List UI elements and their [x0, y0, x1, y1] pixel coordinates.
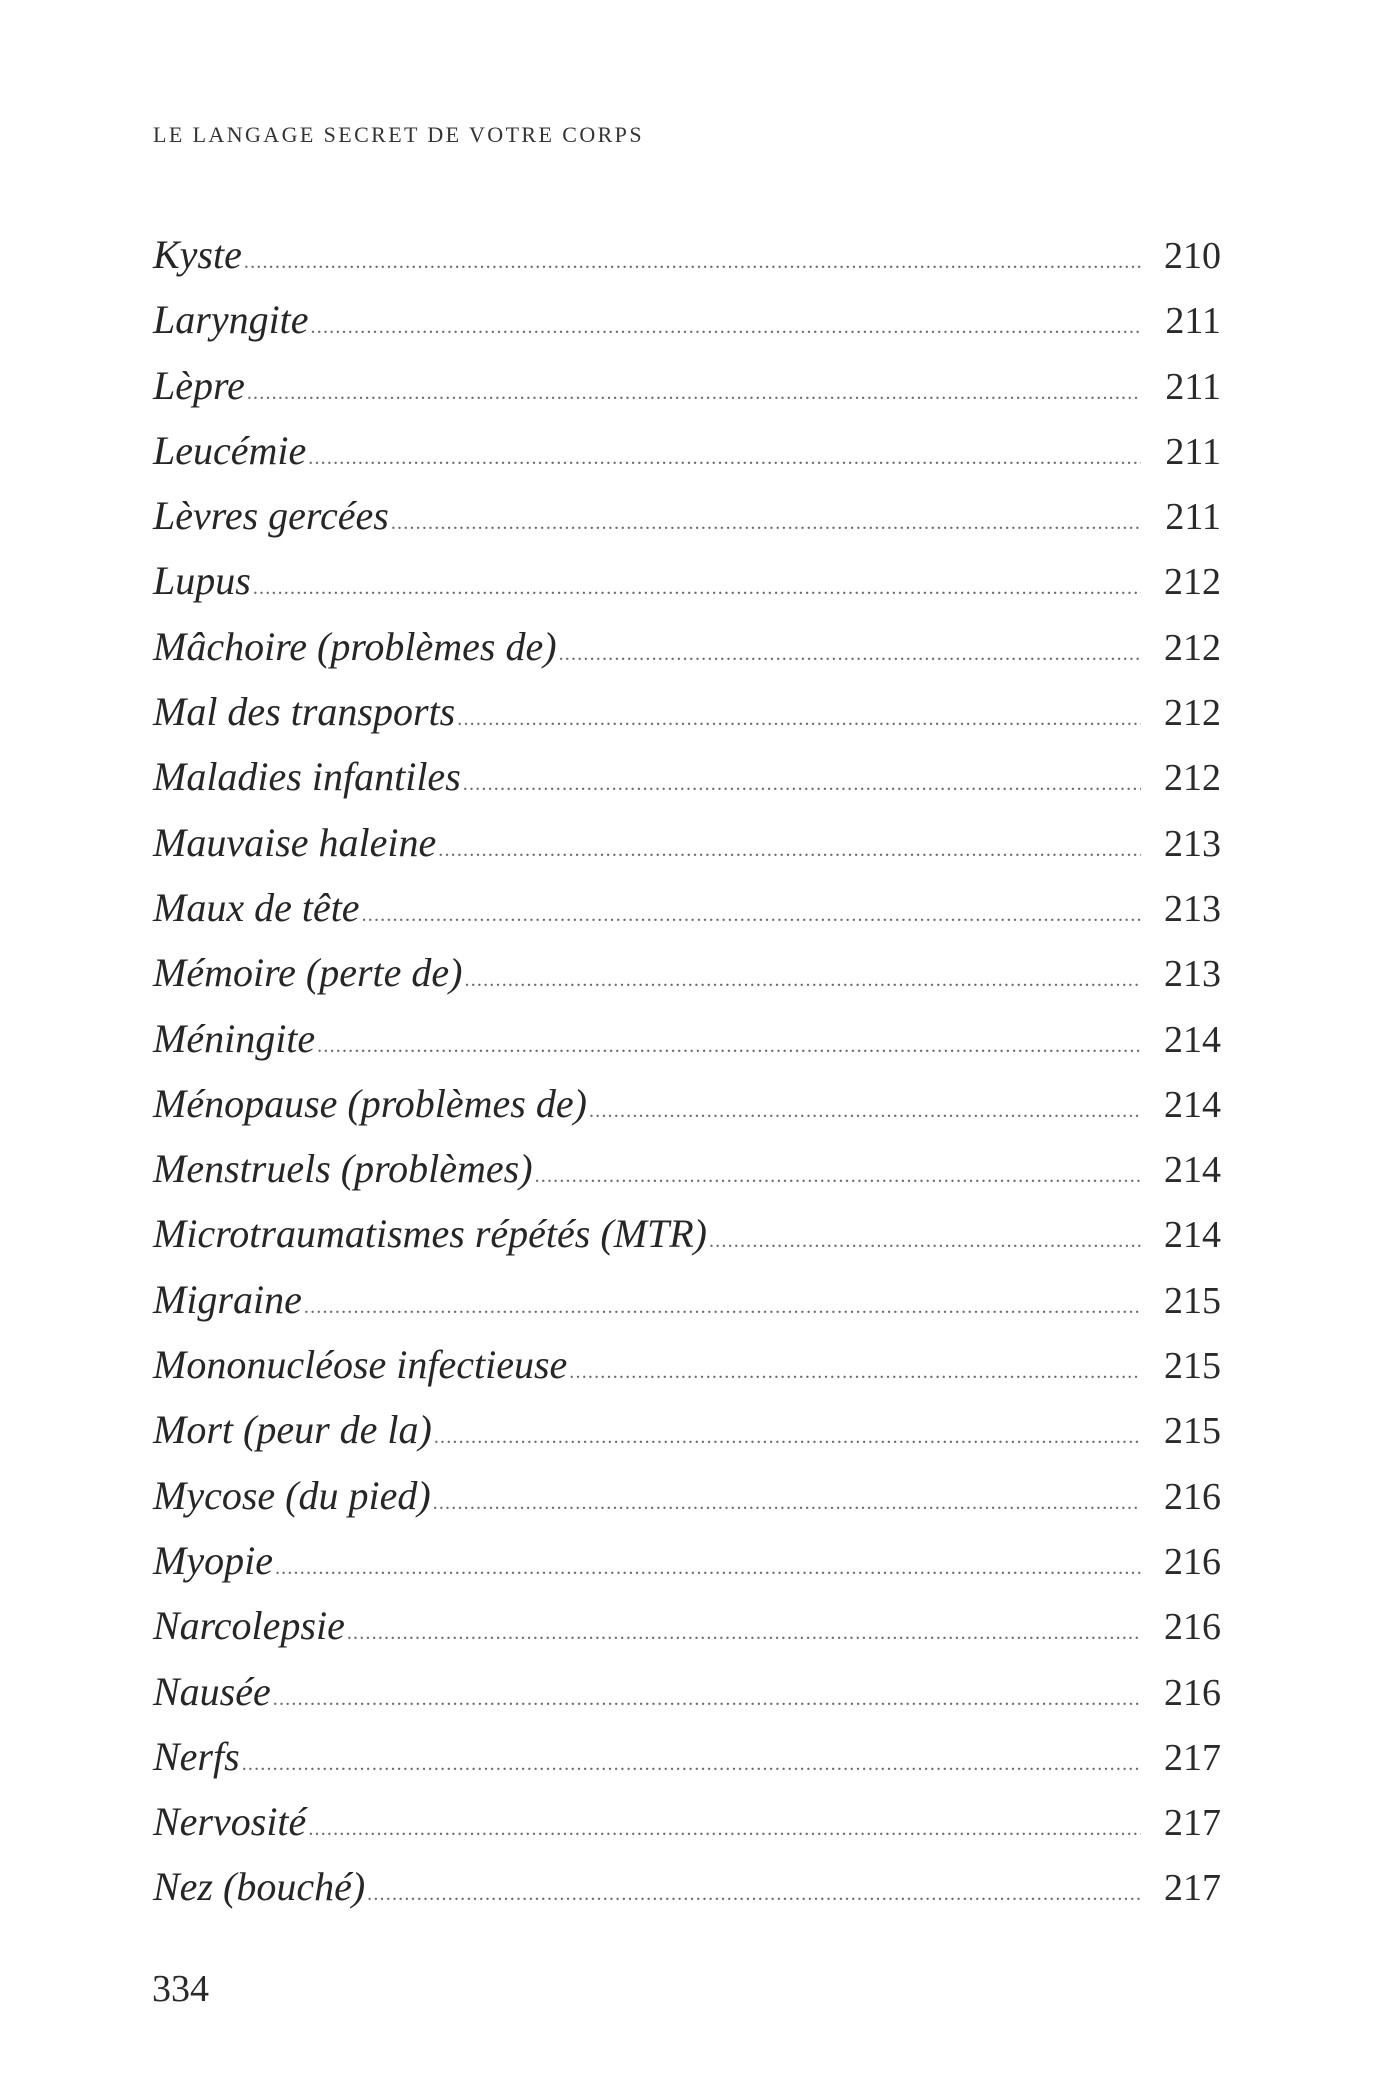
toc-entry-title: Mémoire (perte de)	[153, 950, 463, 996]
toc-entry-page: 211	[1165, 430, 1221, 473]
toc-entry	[153, 940, 1221, 1005]
toc-dot-leader	[304, 1275, 1141, 1340]
toc-entry-page: 210	[1164, 235, 1221, 277]
toc-entry-page: 212	[1164, 561, 1221, 604]
toc-entry	[153, 1854, 1221, 1919]
toc-entry-page: 214	[1164, 1083, 1221, 1126]
toc-entry-title: Mort (peur de la)	[153, 1407, 432, 1453]
toc-entry-title: Mycose (du pied)	[153, 1472, 431, 1518]
toc-dot-leader	[569, 1340, 1141, 1405]
toc-entry-title: Laryngite	[153, 297, 309, 343]
toc-dot-leader	[391, 491, 1141, 556]
toc-entry	[153, 875, 1221, 940]
toc-entry-title: Nerfs	[153, 1733, 240, 1779]
page-number: 334	[152, 1968, 209, 2010]
toc-dot-leader	[559, 622, 1141, 687]
toc-entry	[153, 222, 1221, 287]
toc-entry-page: 211	[1165, 496, 1221, 539]
toc-dot-leader	[308, 426, 1141, 491]
toc-entry	[153, 1659, 1221, 1724]
toc-entry-title: Migraine	[153, 1276, 302, 1322]
toc-entry-page: 216	[1164, 1540, 1221, 1583]
toc-entry-page: 215	[1164, 1410, 1221, 1453]
toc-dot-leader	[242, 1732, 1141, 1797]
toc-entry	[153, 353, 1221, 418]
toc-entry-title: Menstruels (problèmes)	[153, 1146, 533, 1192]
toc-entry	[153, 287, 1221, 352]
toc-entry-page: 215	[1164, 1279, 1221, 1322]
toc-dot-leader	[433, 1471, 1141, 1536]
toc-entry	[153, 1332, 1221, 1397]
toc-entry-page: 213	[1164, 822, 1221, 865]
toc-entry-title: Lupus	[153, 558, 251, 604]
toc-entry-title: Lèvres gercées	[153, 493, 389, 539]
toc-entry-page: 215	[1164, 1345, 1221, 1388]
toc-entry-title: Lèpre	[153, 362, 245, 408]
toc-entry-title: Kyste	[153, 232, 242, 277]
toc-entry-page: 214	[1164, 1214, 1221, 1257]
toc-entry-page: 212	[1164, 626, 1221, 669]
toc-entry-title: Méningite	[153, 1015, 316, 1061]
toc-dot-leader	[244, 230, 1141, 295]
toc-dot-leader	[275, 1536, 1141, 1601]
toc-entry-title: Microtraumatismes répétés (MTR)	[153, 1211, 707, 1257]
toc-dot-leader	[463, 752, 1141, 817]
toc-entry-page: 216	[1164, 1606, 1221, 1649]
toc-dot-leader	[457, 687, 1141, 752]
toc-entry	[153, 1528, 1221, 1593]
toc-entry-page: 214	[1164, 1149, 1221, 1192]
toc-entry	[153, 1071, 1221, 1136]
toc-entry-title: Mononucléose infectieuse	[153, 1342, 568, 1388]
toc-entry	[153, 1267, 1221, 1332]
toc-dot-leader	[347, 1601, 1141, 1666]
toc-entry-page: 214	[1164, 1018, 1221, 1061]
toc-entry-page: 212	[1164, 757, 1221, 800]
toc-dot-leader	[317, 1014, 1141, 1079]
toc-dot-leader	[535, 1144, 1141, 1209]
toc-dot-leader	[253, 556, 1141, 621]
toc-entry-title: Maladies infantiles	[153, 754, 461, 800]
toc-dot-leader	[709, 1209, 1141, 1274]
toc-entry-page: 217	[1164, 1736, 1221, 1779]
toc-entry-title: Maux de tête	[153, 884, 360, 930]
toc-entry-page: 213	[1164, 887, 1221, 930]
toc-entry	[153, 1201, 1221, 1266]
toc-entry-page: 211	[1165, 365, 1221, 408]
toc-entry	[153, 548, 1221, 613]
toc-entry	[153, 679, 1221, 744]
toc-entry	[153, 1593, 1221, 1658]
toc-entry	[153, 744, 1221, 809]
toc-entry	[153, 1463, 1221, 1528]
toc-entry-page: 211	[1165, 300, 1221, 343]
running-header: LE LANGAGE SECRET DE VOTRE CORPS	[153, 122, 644, 147]
toc-entry-title: Leucémie	[153, 427, 307, 473]
toc-entry-page: 217	[1164, 1802, 1221, 1845]
toc-dot-leader	[273, 1667, 1141, 1732]
toc-entry	[153, 483, 1221, 548]
toc-dot-leader	[438, 818, 1141, 883]
toc-entry-title: Mâchoire (problèmes de)	[153, 623, 557, 669]
toc-entry	[153, 1006, 1221, 1071]
toc-entry	[153, 1397, 1221, 1462]
toc-dot-leader	[434, 1405, 1141, 1470]
toc-entry-page: 213	[1164, 953, 1221, 996]
toc-entry-title: Mauvaise haleine	[153, 819, 437, 865]
toc-entry	[153, 418, 1221, 483]
toc-entry-title: Narcolepsie	[153, 1603, 345, 1649]
toc-dot-leader	[465, 948, 1142, 1013]
toc-entry-title: Nervosité	[153, 1799, 307, 1845]
toc-entry-title: Nez (bouché)	[153, 1864, 366, 1910]
toc-entry-page: 217	[1164, 1867, 1221, 1910]
toc-dot-leader	[362, 883, 1141, 948]
toc-entry-title: Nausée	[153, 1668, 271, 1714]
toc-entry	[153, 810, 1221, 875]
toc-entry-title: Mal des transports	[153, 689, 456, 735]
toc-entry-page: 212	[1164, 692, 1221, 735]
toc-entry-title: Myopie	[153, 1537, 273, 1583]
toc-entry	[153, 1724, 1221, 1789]
toc-entry	[153, 1136, 1221, 1201]
toc-dot-leader	[308, 1797, 1141, 1862]
toc-dot-leader	[367, 1862, 1141, 1927]
toc-entry-page: 216	[1164, 1671, 1221, 1714]
toc-entry	[153, 1789, 1221, 1854]
toc-dot-leader	[589, 1079, 1141, 1144]
table-of-contents	[153, 222, 1221, 1920]
toc-entry-page: 216	[1164, 1475, 1221, 1518]
toc-entry-title: Ménopause (problèmes de)	[153, 1080, 587, 1126]
toc-dot-leader	[311, 295, 1141, 360]
toc-entry	[153, 614, 1221, 679]
toc-dot-leader	[247, 361, 1141, 426]
